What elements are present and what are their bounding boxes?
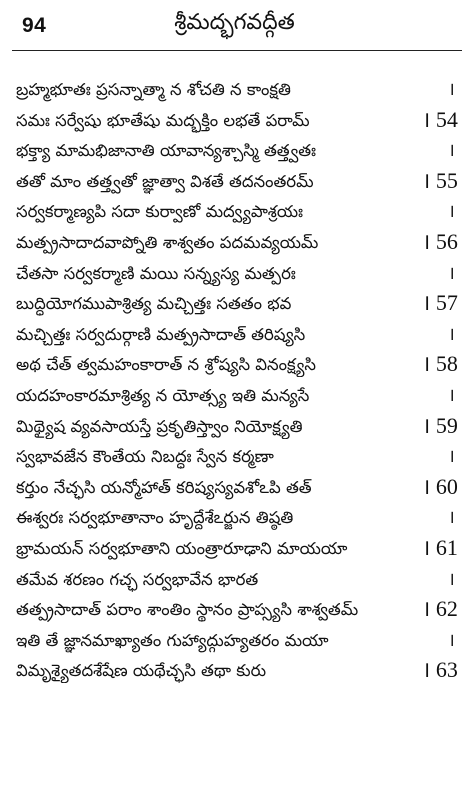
verse-text: ఇతి తే జ్ఞానమాఖ్యాతం గుహ్యాద్గుహ్యతరం మయా: [16, 630, 329, 650]
verse-number: । 57: [422, 290, 458, 316]
verse-line: [0, 260, 469, 291]
verse-text: చేతసా సర్వకర్మాణి మయి సన్న్యస్య మత్పరః: [16, 263, 296, 283]
verse-line: [0, 627, 469, 658]
verse-line: [0, 290, 469, 321]
verse-text: స్వభావజేన కౌంతేయ నిబద్ధః స్వేన కర్మణా: [16, 447, 274, 467]
verse-text: ఈశ్వరః సర్వభూతానాం హృద్దేశేఽర్జున తిష్ఠతి: [16, 508, 294, 528]
verse-text: విమృశ్యైతదశేషేణ యథేచ్ఛసి తథా కురు: [16, 661, 267, 681]
verse-line: [0, 137, 469, 168]
verse-line: [0, 351, 469, 382]
verse-text: తత్ప్రసాదాత్ పరాం శాంతిం స్థానం ప్రాప్స్యసి శాశ్వతమ్: [16, 600, 359, 620]
page-header: [0, 0, 469, 64]
verse-number: ।: [448, 568, 455, 589]
verse-text: యదహంకారమాశ్రిత్య న యోత్స్య ఇతి మన్యసే: [16, 385, 310, 405]
verse-text: తమేవ శరణం గచ్ఛ సర్వభావేన భారత: [16, 569, 259, 589]
verse-number: ।: [448, 262, 455, 283]
verse-number: । 59: [422, 412, 458, 438]
verse-line: [0, 413, 469, 444]
verse-list: [0, 76, 469, 688]
verse-line: [0, 382, 469, 413]
verse-text: కర్తుం నేచ్ఛసి యన్మోహాత్ కరిష్యస్యవశోఽపి తత్: [16, 477, 312, 497]
verse-line: [0, 321, 469, 352]
verse-line: [0, 229, 469, 260]
verse-line: [0, 168, 469, 199]
verse-line: [0, 443, 469, 474]
verse-text: అథ చేత్ త్వమహంకారాత్ న శ్రోష్యసి వినంక్ష్యసి: [16, 355, 316, 375]
verse-text: సమః సర్వేషు భూతేషు మద్భక్తిం లభతే పరామ్: [16, 110, 310, 130]
verse-number: । 61: [422, 534, 458, 560]
verse-number: ।: [448, 201, 455, 222]
verse-number: ।: [448, 507, 455, 528]
verse-text: భ్రామయన్ సర్వభూతాని యంత్రారూఢాని మాయయా: [16, 538, 348, 558]
verse-line: [0, 596, 469, 627]
verse-line: [0, 535, 469, 566]
verse-number: । 60: [422, 473, 458, 499]
verse-number: । 54: [422, 106, 458, 132]
verse-number: ।: [448, 140, 455, 161]
verse-text: మచ్చిత్తః సర్వదుర్గాణి మత్ప్రసాదాత్ తరిష్యసి: [16, 324, 306, 344]
verse-number: ।: [448, 446, 455, 467]
verse-number: । 56: [422, 228, 458, 254]
header-rule: [12, 50, 462, 51]
verse-number: । 55: [422, 167, 458, 193]
verse-number: ।: [448, 323, 455, 344]
page-number: 94: [22, 14, 47, 37]
verse-text: బుద్ధియోగముపాశ్రిత్య మచ్చిత్తః సతతం భవ: [16, 294, 292, 314]
verse-line: [0, 566, 469, 597]
verse-number: । 63: [422, 657, 458, 683]
verse-line: [0, 657, 469, 688]
verse-line: [0, 76, 469, 107]
verse-line: [0, 198, 469, 229]
verse-number: ।: [448, 629, 455, 650]
verse-line: [0, 504, 469, 535]
verse-number: ।: [448, 384, 455, 405]
verse-number: । 58: [422, 351, 458, 377]
verse-text: మత్ప్రసాదాదవాప్నోతి శాశ్వతం పదమవ్యయమ్: [16, 232, 319, 252]
verse-number: । 62: [422, 596, 458, 622]
verse-text: సర్వకర్మాణ్యపి సదా కుర్వాణో మద్వ్యపాశ్రయః: [16, 202, 303, 222]
running-title: శ్రీమద్భగవద్గీత: [174, 10, 295, 35]
verse-text: భక్త్యా మామభిజానాతి యావాన్యశ్చాస్మి తత్త్వతః: [16, 141, 317, 161]
verse-text: మిథ్యైష వ్యవసాయస్తే ప్రకృతిస్త్వాం నియోక్ష్యతి: [16, 416, 303, 436]
verse-text: బ్రహ్మభూతః ప్రసన్నాత్మా న శోచతి న కాంక్షతి: [16, 80, 291, 99]
verse-text: తతో మాం తత్త్వతో జ్ఞాత్వా విశతే తదనంతరమ్: [16, 171, 314, 191]
verse-line: [0, 474, 469, 505]
verse-number: ।: [448, 79, 455, 99]
verse-line: [0, 107, 469, 138]
